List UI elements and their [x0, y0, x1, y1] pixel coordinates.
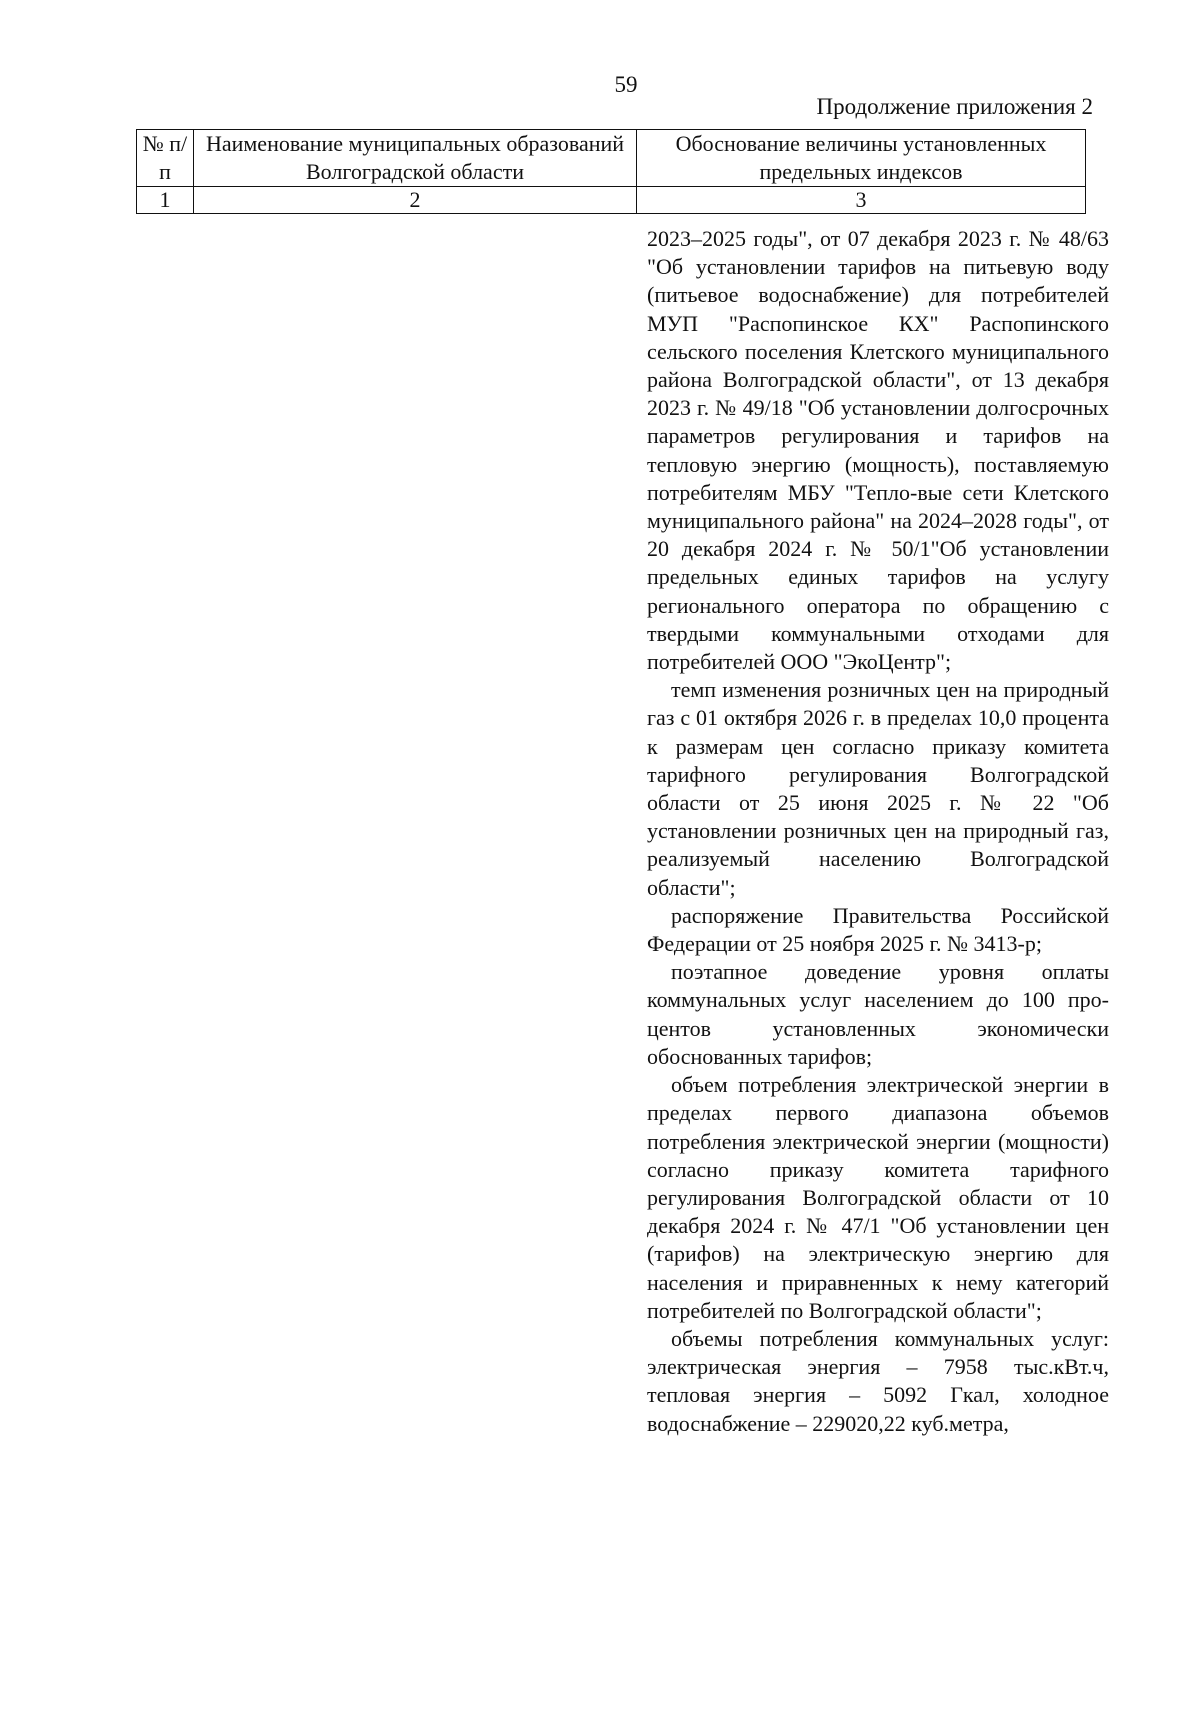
paragraph-gas-price-change: темп изменения розничных цен на природный газ с 01 октября 2026 г. в пределах 10,0 процента к размерам цен согласно приказу комитета тарифного регулирования Волгоградской области от 25 июня 2025 г. № 22 "Об установлении розничных цен на природный газ, реализуемый населению Волгоградской области"; [647, 677, 1109, 900]
paragraph-payment-level: поэтапное доведение уровня оплаты коммунальных услуг населением до 100 про-центов установленных экономически обоснованных тарифов; [647, 959, 1109, 1069]
column-header-justification: Обоснование величины установленных предельных индексов [637, 130, 1086, 187]
column-number-1: 1 [137, 187, 194, 214]
paragraph-electricity-volume: объем потребления электрической энергии в пределах первого диапазона объемов потребления электрической энергии (мощности) согласно приказу комитета тарифного регулирования Волгоградской области от 10 декабря 2024 г. № 47/1 "Об установлении цен (тарифов) на электрическую энергию для населения и приравненных к нему категорий потребителей по Волгоградской области"; [647, 1072, 1109, 1323]
justification-text [647, 225, 1109, 1438]
page-number: 59 [614, 72, 638, 97]
column-number-2: 2 [194, 187, 637, 214]
justification-table [136, 129, 1086, 214]
table-header-row [137, 130, 1086, 187]
paragraph-tariff-orders: 2023–2025 годы", от 07 декабря 2023 г. № 48/63 "Об установлении тарифов на питьевую воду (питьевое водоснабжение) для потребителей МУП "Распопинское КХ" Распопинского сельского поселения Клетского муниципального района Волгоградской области", от 13 декабря 2023 г. № 49/18 "Об установлении долгосрочных параметров регулирования и тарифов на тепловую энергию (мощность), поставляемую потребителям МБУ "Тепло-вые сети Клетского муниципального района" на 2024–2028 годы", от 20 декабря 2024 г. № 50/1"Об установлении предельных единых тарифов на услугу регионального оператора по обращению с твердыми коммунальными отходами для потребителей ООО "ЭкоЦентр"; [647, 226, 1109, 675]
paragraph-utility-volumes: объемы потребления коммунальных услуг: электрическая энергия – 7958 тыс.кВт.ч, тепловая энергия – 5092 Гкал, холодное водоснабжение – 229020,22 куб.метра, [647, 1325, 1109, 1436]
paragraph-government-order: распоряжение Правительства Российской Федерации от 25 ноября 2025 г. № 3413-р; [647, 902, 1109, 957]
column-number-3: 3 [637, 187, 1086, 214]
column-header-municipality: Наименование муниципальных образований Волгоградской области [194, 130, 637, 187]
appendix-continuation-label: Продолжение приложения 2 [816, 94, 1093, 119]
column-header-number: № п/п [137, 130, 194, 187]
column-number-row [137, 187, 1086, 214]
